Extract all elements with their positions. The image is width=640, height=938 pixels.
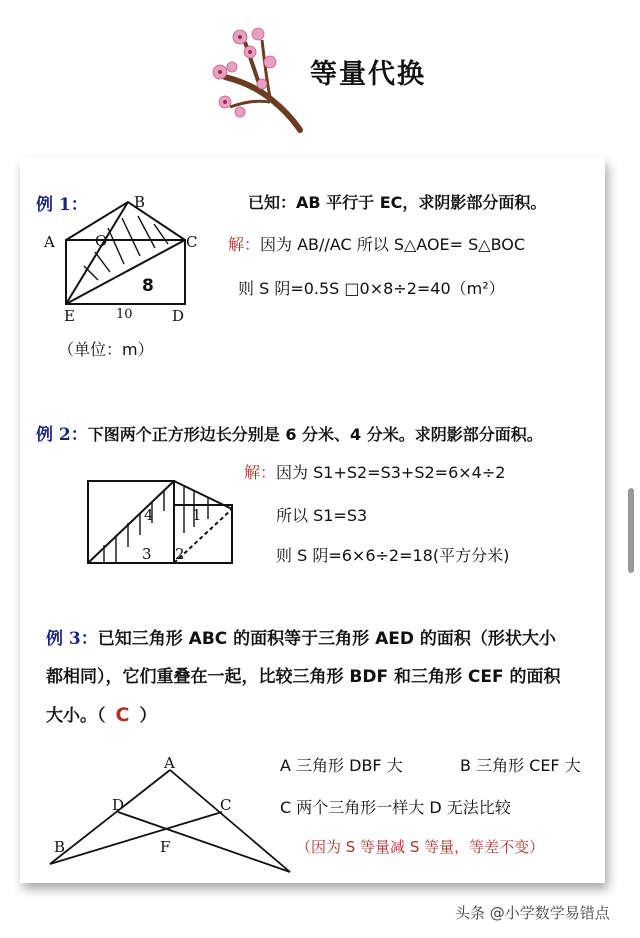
point-o-label: O [95,232,108,250]
option-b: B 三角形 CEF 大 [460,756,581,775]
example1-label: 例 1： [36,195,88,215]
blossom-branch-illustration [200,22,310,137]
example2-label: 例 2： [36,425,88,445]
option-a: A 三角形 DBF 大 [280,756,403,775]
tri-point-f-label: F [160,838,171,856]
solution2-line1: 因为 S1+S2=S3+S2=6×4÷2 [276,463,506,482]
page-title: 等量代换 [310,59,426,90]
solution2-line3: 则 S 阴=6×6÷2=18(平方分米) [276,546,510,565]
solution1-line2: 则 S 阴=0.5S □0×8÷2=40（m²） [238,279,505,298]
example3-label: 例 3： [46,629,98,649]
example2-figure [80,475,240,567]
watermark: 头条 @小学数学易错点 [455,904,610,922]
example3-line3-prefix: 大小。（ [46,706,106,726]
point-b-label: B [134,193,146,211]
point-c-label: C [186,233,198,251]
example3-answer: C [115,704,130,726]
region1-label: 1 [192,506,202,524]
tri-point-a-label: A [164,754,175,772]
solution2-prefix: 解： [244,463,277,482]
option-c-d: C 两个三角形一样大 D 无法比较 [280,798,511,817]
example3-line1: 已知三角形 ABC 的面积等于三角形 AED 的面积（形状大小 [97,629,556,649]
region3-label: 3 [142,545,152,563]
region2-label: 2 [175,545,185,563]
height-label: 8 [142,276,154,296]
solution1-line1: 因为 AB//AC 所以 S△AOE= S△BOC [260,235,526,254]
point-e-label: E [64,307,75,325]
unit-label: （单位：m） [58,340,154,359]
point-a-label: A [44,233,55,251]
example1-given: 已知：AB 平行于 EC，求阴影部分面积。 [248,193,547,212]
scrollbar-thumb[interactable] [628,488,634,573]
tri-point-b-label: B [54,838,66,856]
tri-point-c-label: C [220,796,232,814]
solution2-line2: 所以 S1=S3 [276,506,368,525]
point-d-label: D [172,307,185,325]
example3-line2: 都相同），它们重叠在一起，比较三角形 BDF 和三角形 CEF 的面积 [46,667,561,687]
solution1-prefix: 解： [228,235,261,254]
base-label: 10 [116,307,133,322]
example3-note: （因为 S 等量减 S 等量，等差不变） [296,838,545,856]
example1-figure [40,190,220,325]
example2-question: 下图两个正方形边长分别是 6 分米、4 分米。求阴影部分面积。 [87,425,543,444]
region4-label: 4 [144,506,154,524]
example3-line3-suffix: ） [139,706,157,726]
tri-point-d-label: D [112,796,125,814]
